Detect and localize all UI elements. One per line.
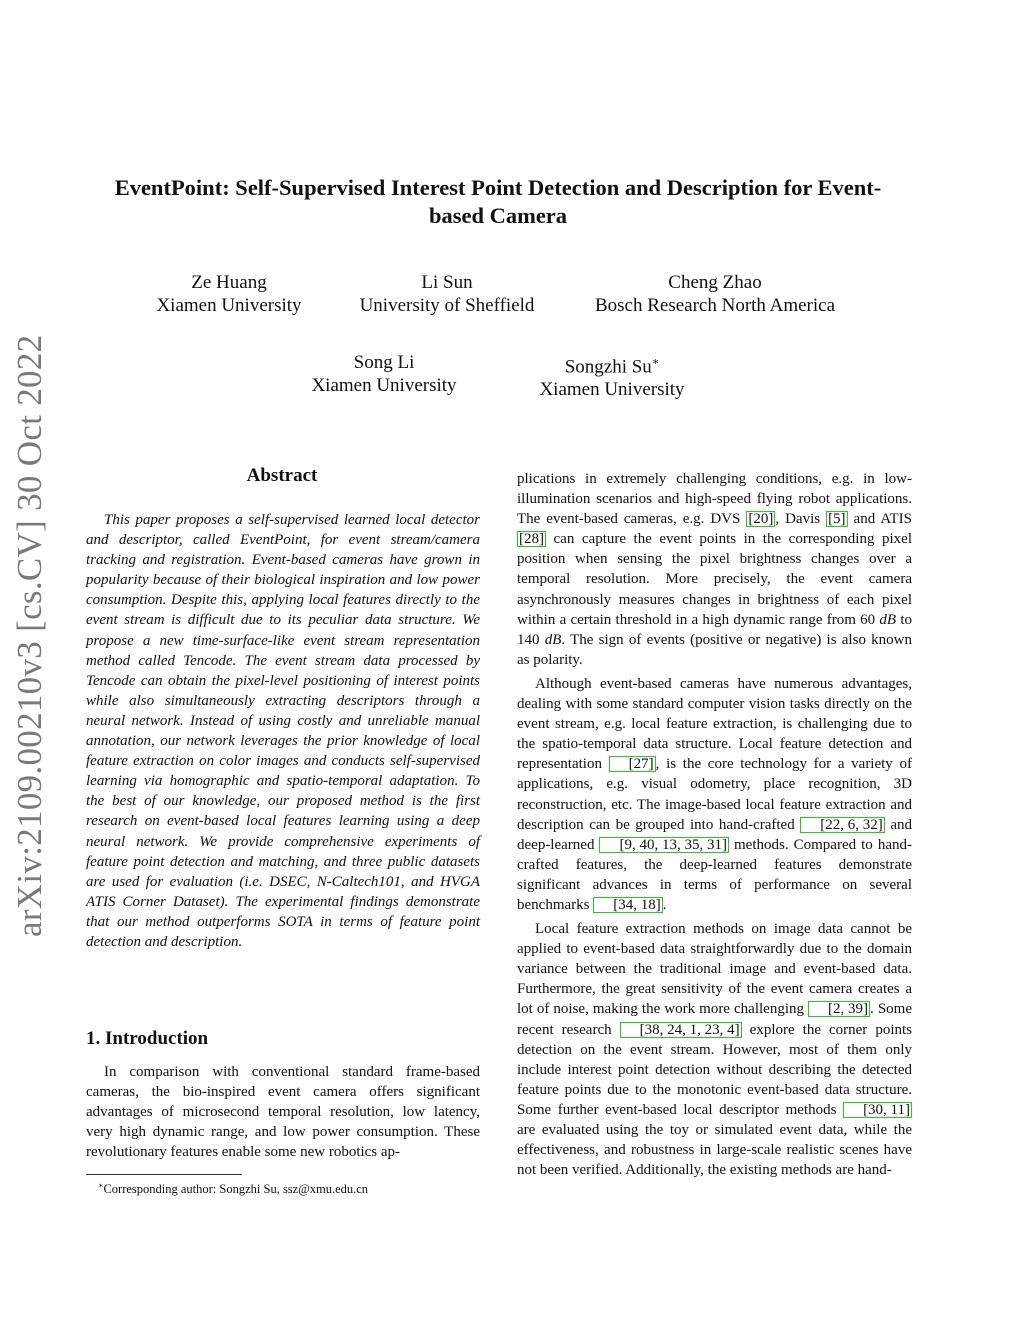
text-run: are evaluated using the toy or simulated event data, while the effectiveness, and robustness in large-scale realistic scenes have not been verified. Additionally, the existing methods are hand- <box>517 1122 912 1179</box>
right-column <box>517 469 912 1180</box>
author-block <box>298 351 470 397</box>
text-run: to 140 <box>517 611 913 648</box>
author-name-text: Songzhi Su <box>564 356 652 378</box>
citation-link[interactable]: [2, 39] <box>808 1001 870 1017</box>
author-name: Li Sun <box>421 272 473 293</box>
text-run: can capture the event points in the corresponding pixel position when sensing the pixel brightness changes over a temporal resolution. More precisely, the event camera asynchronously measures changes in brightness of each pixel within a certain threshold in a high dynamic range from 60 <box>517 531 912 628</box>
citation-link[interactable]: [9, 40, 13, 35, 31] <box>599 837 729 853</box>
citation-link[interactable]: [5] <box>828 511 846 528</box>
citation-link[interactable]: [34, 18] <box>593 897 663 913</box>
abstract-paragraph: This paper proposes a self-supervised learned local detector and descriptor, called EventPoint, for event stream/camera tracking and registration. Event-based cameras have grown in popularity because of their biological inspiration and low power consumption. Despite this, applying local features directly to the event stream is difficult due to its peculiar data structure. We propose a new time-surface-like event stream representation method called Tencode. The event stream data processed by Tencode can obtain the pixel-level positioning of interest points while also simultaneously extracting descriptors through a neural network. Instead of using costly and unreliable manual annotation, our network leverages the prior knowledge of local feature extraction on color images and conducts self-supervised learning via homographic and spatio-temporal adaptation. To the best of our knowledge, our proposed method is the first research on event-based local features learning using a deep neural network. We provide comprehensive experiments of feature point detection and matching, and three public datasets are used for evaluation (i.e. DSEC, N-Caltech101, and HVGA ATIS Corner Dataset). The experimental findings demonstrate that our method outperforms SOTA in terms of feature point detection and description. <box>86 512 480 950</box>
text-run: . <box>662 896 667 913</box>
author-block <box>143 271 315 317</box>
text-run: explore the corner points detection on the event stream. However, most of them only include interest point detection without describing the detected feature points due to the monotonic event-based data structure. Some further event-based local descriptor methods <box>517 1021 912 1118</box>
author-affiliation: Xiamen University <box>311 375 457 396</box>
text-run: . Some recent research <box>517 1001 912 1038</box>
author-name: Song Li <box>353 352 415 373</box>
citation-link[interactable]: [38, 24, 1, 23, 4] <box>620 1022 742 1038</box>
text-run: , is the core technology for a variety of applications, e.g. visual odometry, place recognition, 3D reconstruction, etc. The image-based local feature extraction and description can be grouped into hand-crafted <box>517 756 912 833</box>
footnote-text: Corresponding author: Songzhi Su, ssz@xmu.edu.cn <box>103 1182 369 1197</box>
author-name <box>526 351 698 378</box>
paragraph-3 <box>517 919 912 1180</box>
author-name: Cheng Zhao <box>668 272 762 293</box>
paragraph-2 <box>517 674 912 915</box>
text-run: , Davis <box>775 511 827 528</box>
citation-link[interactable]: [20] <box>748 511 774 528</box>
author-affiliation: Bosch Research North America <box>594 295 836 316</box>
intro-body <box>86 1062 480 1162</box>
citation-link[interactable]: [30, 11] <box>843 1102 912 1118</box>
text-run: . The sign of events (positive or negative) is also known as polarity. <box>517 631 912 668</box>
footnote-marker: ∗ <box>98 1181 104 1190</box>
text-run: Although event-based cameras have numerous advantages, dealing with some standard computer vision tasks directly on the event stream, e.g. local feature extraction, is challenging due to the spatio-temporal data structure. Local feature detection and representation <box>517 675 912 773</box>
abstract-body <box>86 510 480 952</box>
math-unit: dB <box>879 611 897 628</box>
text-run: and ATIS <box>847 511 913 528</box>
text-run: and deep-learned <box>517 816 912 853</box>
author-block <box>526 351 698 401</box>
abstract-heading: Abstract <box>246 465 318 486</box>
text-run: plications in extremely challenging conditions, e.g. in low-illumination scenarios and high-speed flying robot applications. The event-based cameras, e.g. DVS <box>517 471 912 528</box>
citation-link[interactable]: [22, 6, 32] <box>800 817 885 833</box>
paper-title: EventPoint: Self-Supervised Interest Point Detection and Description for Event-based Camera <box>114 175 882 228</box>
author-block <box>347 271 547 317</box>
intro-paragraph: In comparison with conventional standard frame-based cameras, the bio-inspired event camera offers significant advantages of microsecond temporal resolution, low latency, very high dynamic range, and low power consumption. These revolutionary features enable some new robotics ap- <box>86 1064 480 1161</box>
author-affiliation: Xiamen University <box>156 295 302 316</box>
corresponding-marker: ∗ <box>651 356 660 368</box>
footnote <box>98 1178 368 1197</box>
math-unit: dB <box>544 631 562 648</box>
footnote-divider <box>86 1174 242 1175</box>
text-run: Local feature extraction methods on image data cannot be applied to event-based data straightforwardly due to the domain variance between the traditional image and event-based data. Furthermore, the great sensitivity of the event camera creates a lot of noise, making the work more challenging <box>517 921 912 1018</box>
author-affiliation: University of Sheffield <box>359 295 535 316</box>
citation-link[interactable]: [28] <box>519 531 544 548</box>
arxiv-side-label[interactable]: arXiv:2109.00210v3 [cs.CV] 30 Oct 2022 <box>10 334 49 937</box>
author-name: Ze Huang <box>191 272 267 293</box>
author-affiliation: Xiamen University <box>539 379 685 401</box>
text-run: methods. Compared to hand-crafted features, the deep-learned features demonstrate significant advances in terms of performance on several benchmarks <box>517 836 912 913</box>
section-heading: 1. Introduction <box>86 1028 209 1049</box>
author-block <box>578 271 852 317</box>
paragraph-1 <box>517 469 912 670</box>
citation-link[interactable]: [27] <box>609 756 656 772</box>
